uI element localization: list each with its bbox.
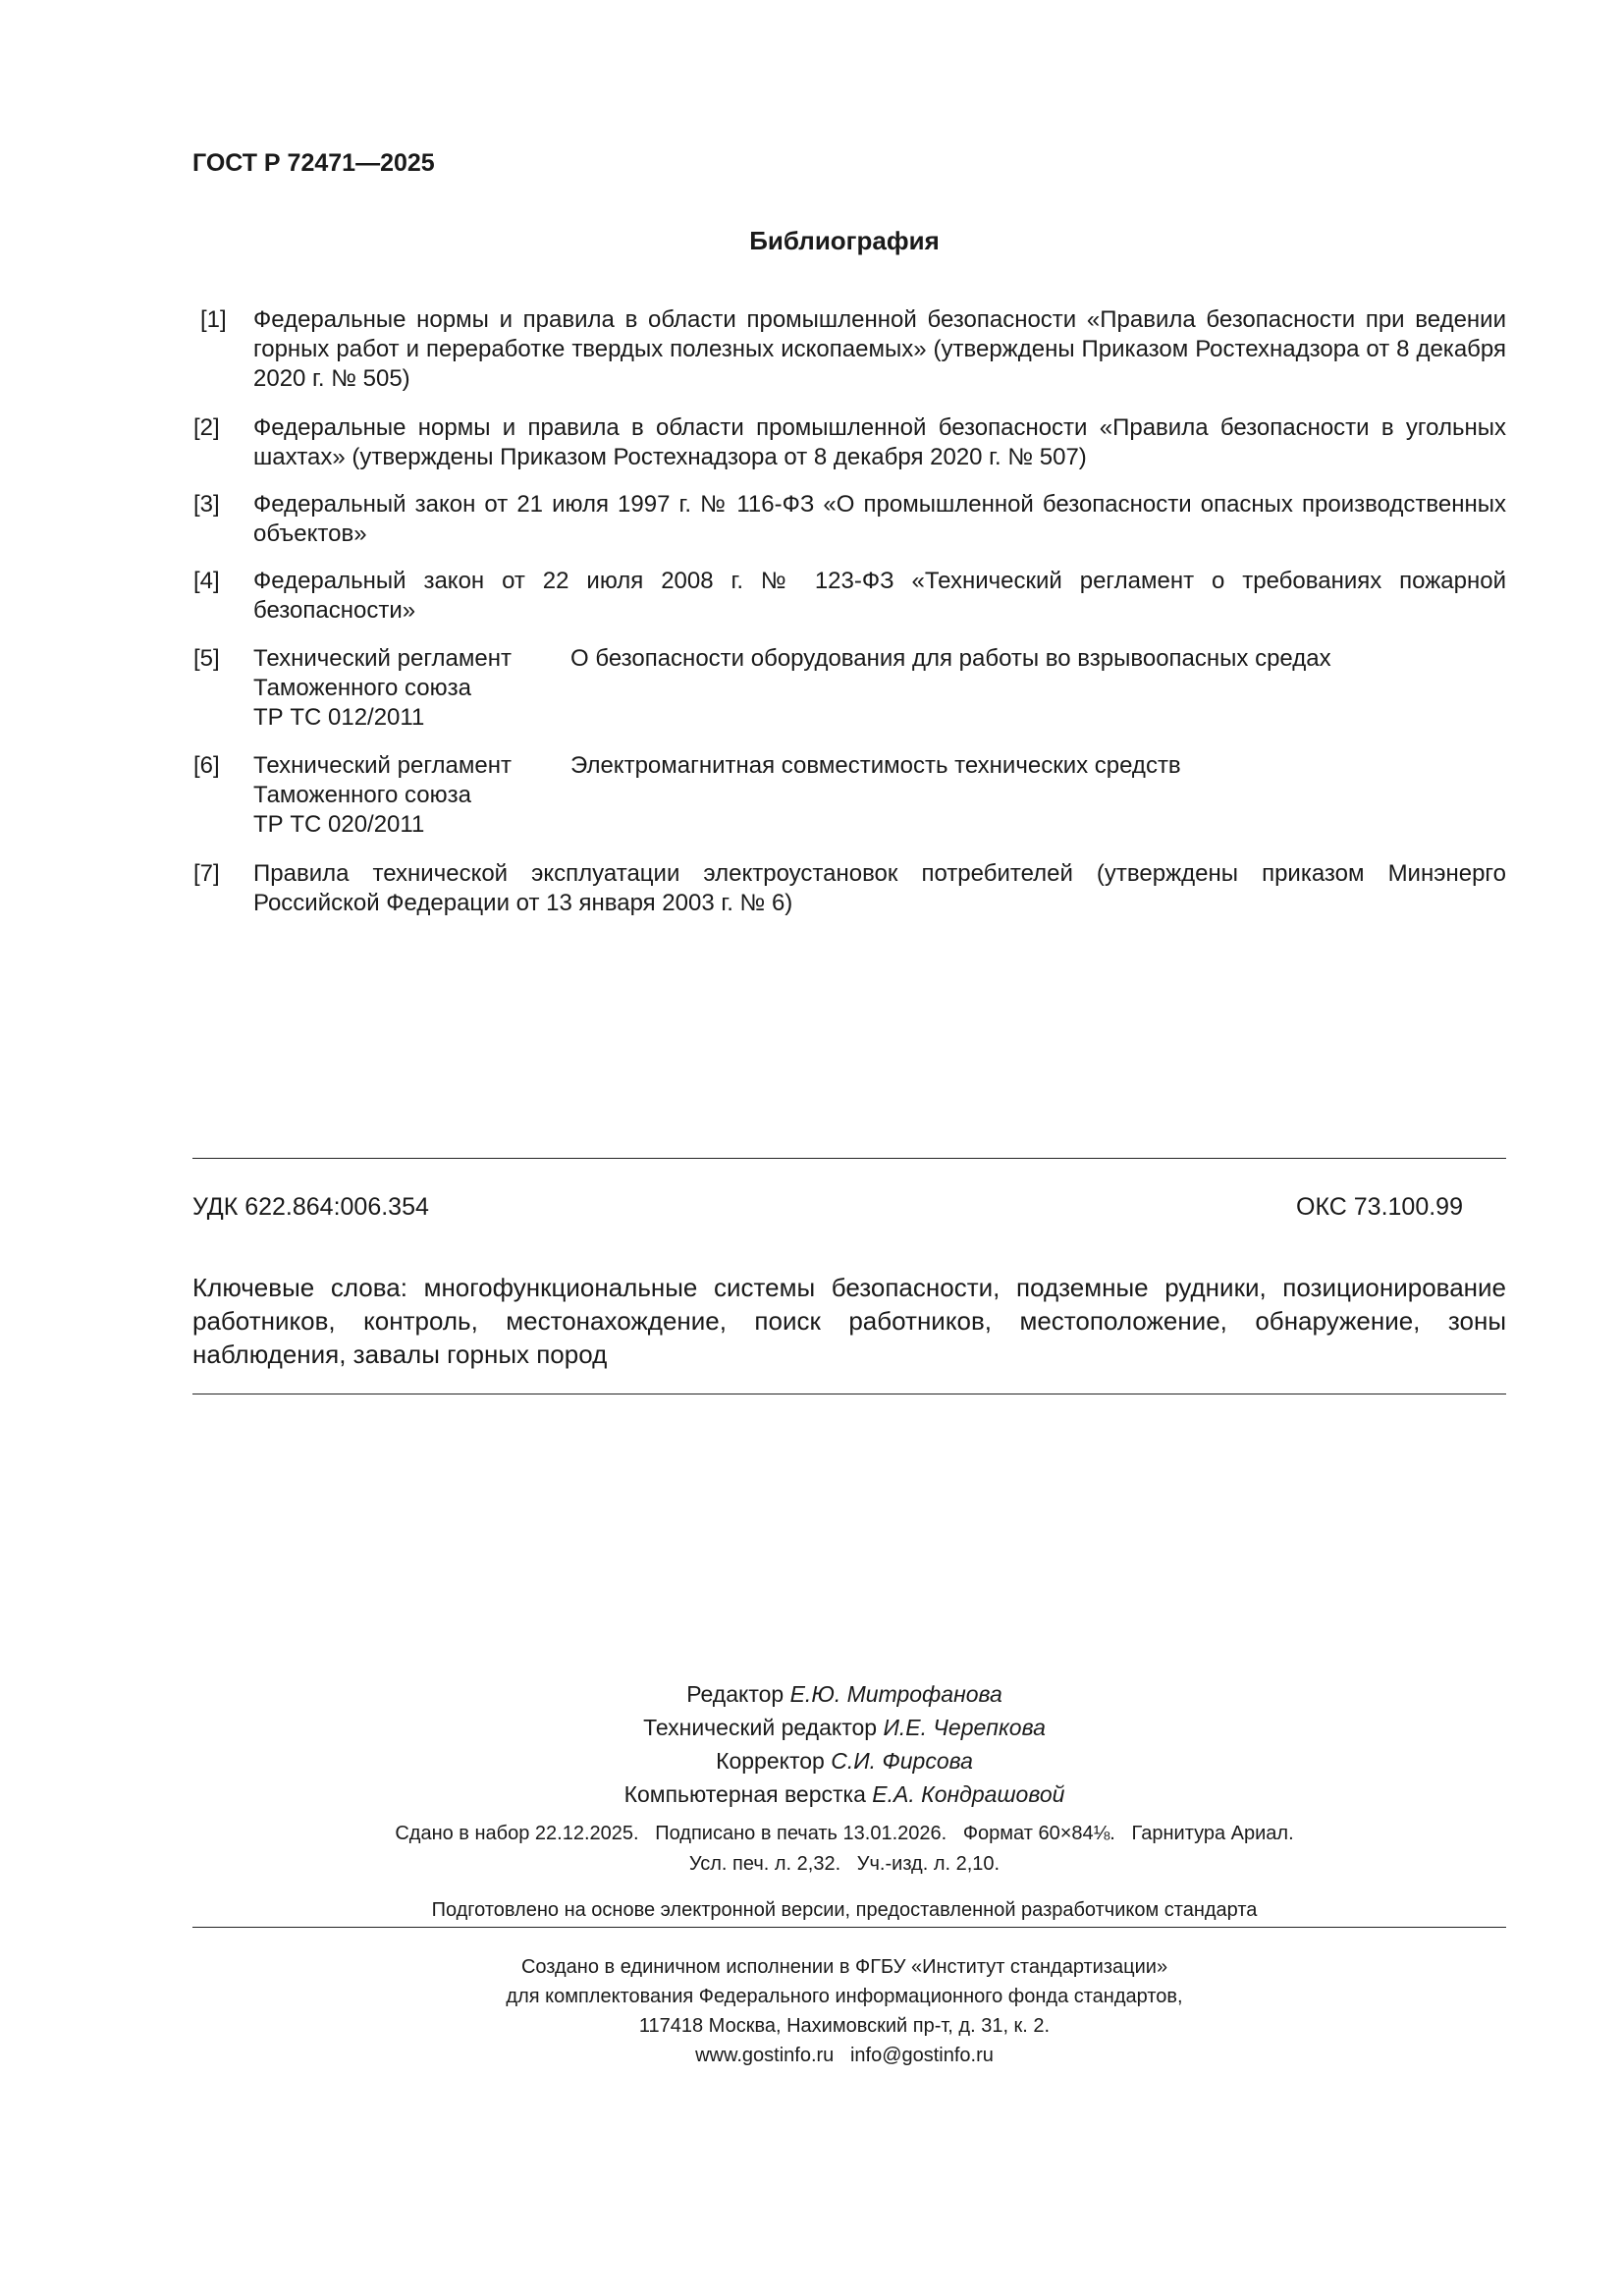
reference-text: Федеральные нормы и правила в области промышленной безопасности «Правила безопасности при ведении горных работ и переработке твердых полезных ископаемых» (утверждены Приказом Ростехнадзора от 8 декабря 2020 г. № 505) (253, 306, 1506, 392)
udk-code: УДК 622.864:006.354 (192, 1193, 429, 1221)
reference-number: [1] (200, 306, 227, 333)
credit-proofreader: Корректор С.И. Фирсова (716, 1748, 973, 1774)
divider (192, 1158, 1506, 1159)
reference-document-type: Технический регламент Таможенного союза ТР ТС 020/2011 (253, 752, 512, 838)
reference-number: [2] (193, 414, 220, 441)
credit-editor: Редактор Е.Ю. Митрофанова (686, 1681, 1002, 1707)
divider (192, 1927, 1506, 1928)
reference-text: Федеральный закон от 22 июля 2008 г. № 123-ФЗ «Технический регламент о требованиях пожарной безопасности» (253, 568, 1506, 624)
oks-code: ОКС 73.100.99 (1296, 1193, 1463, 1221)
reference-number: [5] (193, 645, 220, 672)
section-title: Библиография (749, 226, 940, 255)
credit-tech-editor: Технический редактор И.Е. Черепкова (643, 1715, 1046, 1740)
reference-number: [7] (193, 860, 220, 887)
reference-title: Электромагнитная совместимость технических средств (570, 752, 1181, 779)
reference-number: [6] (193, 752, 220, 779)
prepared-note: Подготовлено на основе электронной версии, предоставленной разработчиком стандарта (431, 1899, 1258, 1921)
reference-text: Федеральный закон от 21 июля 1997 г. № 116-ФЗ «О промышленной безопасности опасных производственных объектов» (253, 491, 1506, 547)
print-info: Сдано в набор 22.12.2025. Подписано в печать 13.01.2026. Формат 60×84⅛. Гарнитура Ариал. Усл. печ. л. 2,32. Уч.-изд. л. 2,10. (395, 1823, 1294, 1875)
publisher-info: Создано в единичном исполнении в ФГБУ «Институт стандартизации» для комплектования Федерального информационного фонда стандартов, 117418 Москва, Нахимовский пр-т, д. 31, к. 2. www.gostinfo.ru info@gostinfo.ru (506, 1956, 1183, 2066)
reference-text: Правила технической эксплуатации электроустановок потребителей (утверждены приказом Минэнерго Российской Федерации от 13 января 2003 г. № 6) (253, 860, 1506, 916)
keywords: Ключевые слова: многофункциональные системы безопасности, подземные рудники, позиционирование работников, контроль, местонахождение, поиск работников, местоположение, обнаружение, зоны наблюдения, завалы горных пород (192, 1273, 1506, 1369)
reference-number: [3] (193, 491, 220, 518)
reference-title: О безопасности оборудования для работы во взрывоопасных средах (570, 645, 1331, 672)
reference-document-type: Технический регламент Таможенного союза ТР ТС 012/2011 (253, 645, 512, 731)
reference-number: [4] (193, 568, 220, 594)
credits (0, 1677, 1623, 1811)
document-code: ГОСТ Р 72471—2025 (192, 149, 435, 177)
credit-layout: Компьютерная верстка Е.А. Кондрашовой (623, 1781, 1065, 1807)
reference-text: Федеральные нормы и правила в области промышленной безопасности «Правила безопасности в угольных шахтах» (утверждены Приказом Ростехнадзора от 8 декабря 2020 г. № 507) (253, 414, 1506, 470)
